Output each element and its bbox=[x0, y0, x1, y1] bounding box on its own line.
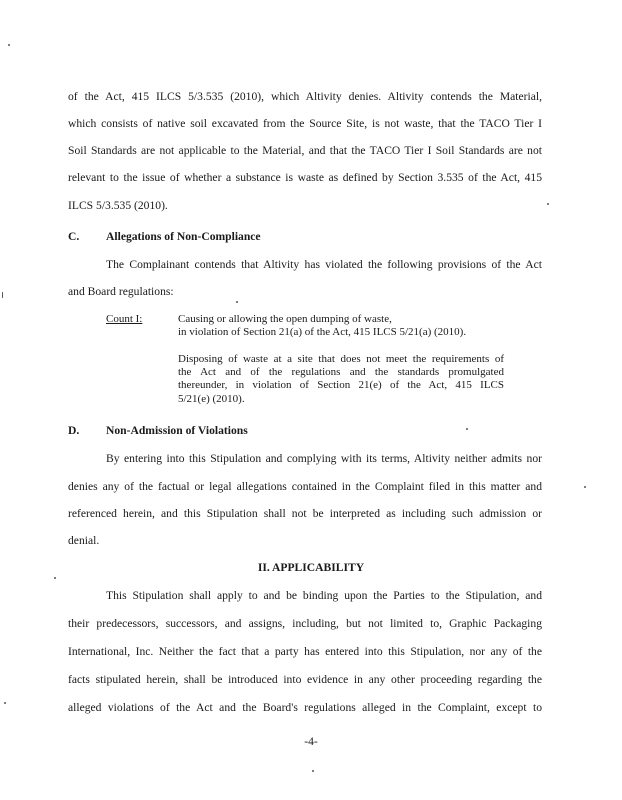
scan-speck bbox=[466, 428, 468, 430]
count-i-label: Count I: bbox=[106, 313, 143, 325]
section-ii-line-2: their predecessors, successors, and assigns, including, but not limited to, Graphic Packaging bbox=[68, 617, 542, 630]
section-ii-line-4: facts stipulated herein, shall be introduced into evidence in any other proceeding regarding the bbox=[68, 673, 542, 686]
para1-line-2: which consists of native soil excavated from the Source Site, is not waste, that the TACO Tier I bbox=[68, 117, 542, 130]
section-ii-line-3: International, Inc. Neither the fact that a party has entered into this Stipulation, nor any of the bbox=[68, 645, 542, 658]
section-d-heading: Non-Admission of Violations bbox=[106, 424, 248, 437]
section-ii-line-5: alleged violations of the Act and the Board's regulations alleged in the Complaint, except to bbox=[68, 701, 542, 714]
section-d-line-2: denies any of the factual or legal allegations contained in the Complaint filed in this matter and bbox=[68, 480, 542, 493]
para1-line-1: of the Act, 415 ILCS 5/3.535 (2010), which Altivity denies. Altivity contends the Material, bbox=[68, 90, 542, 103]
page-number: -4- bbox=[304, 735, 318, 748]
scan-speck bbox=[2, 292, 3, 298]
section-d-line-1: By entering into this Stipulation and complying with its terms, Altivity neither admits nor bbox=[106, 452, 542, 465]
section-c-heading: Allegations of Non-Compliance bbox=[106, 230, 261, 243]
para1-line-4: relevant to the issue of whether a substance is waste as defined by Section 3.535 of the Act, 415 bbox=[68, 171, 542, 184]
section-c-intro-line-1: The Complainant contends that Altivity has violated the following provisions of the Act bbox=[106, 258, 542, 271]
scan-speck bbox=[547, 203, 549, 205]
section-ii-heading: II. APPLICABILITY bbox=[257, 561, 365, 574]
scan-speck bbox=[4, 702, 6, 704]
section-d-line-4: denial. bbox=[68, 534, 100, 547]
section-c-letter: C. bbox=[68, 230, 80, 243]
section-d-letter: D. bbox=[68, 424, 80, 437]
section-ii-line-1: This Stipulation shall apply to and be binding upon the Parties to the Stipulation, and bbox=[106, 589, 542, 602]
scan-speck bbox=[312, 770, 314, 772]
count-ii-line-1: Disposing of waste at a site that does not meet the requirements of bbox=[178, 353, 504, 365]
count-ii-line-3: thereunder, in violation of Section 21(e) of the Act, 415 ILCS bbox=[178, 379, 504, 391]
count-i-line-2: in violation of Section 21(a) of the Act, 415 ILCS 5/21(a) (2010). bbox=[178, 326, 467, 338]
scan-speck bbox=[584, 486, 586, 488]
count-i-line-1: Causing or allowing the open dumping of waste, bbox=[178, 313, 392, 325]
scan-speck bbox=[54, 577, 56, 579]
scan-speck bbox=[236, 301, 238, 303]
para1-line-3: Soil Standards are not applicable to the Material, and that the TACO Tier I Soil Standards are not bbox=[68, 144, 542, 157]
count-ii-line-2: the Act and of the regulations and the standards promulgated bbox=[178, 366, 504, 378]
para1-line-5: ILCS 5/3.535 (2010). bbox=[68, 199, 168, 212]
section-d-line-3: referenced herein, and this Stipulation shall not be interpreted as including such admission or bbox=[68, 507, 542, 520]
count-ii-line-4: 5/21(e) (2010). bbox=[178, 393, 245, 405]
scan-speck bbox=[8, 44, 10, 46]
section-c-intro-line-2: and Board regulations: bbox=[68, 285, 174, 298]
